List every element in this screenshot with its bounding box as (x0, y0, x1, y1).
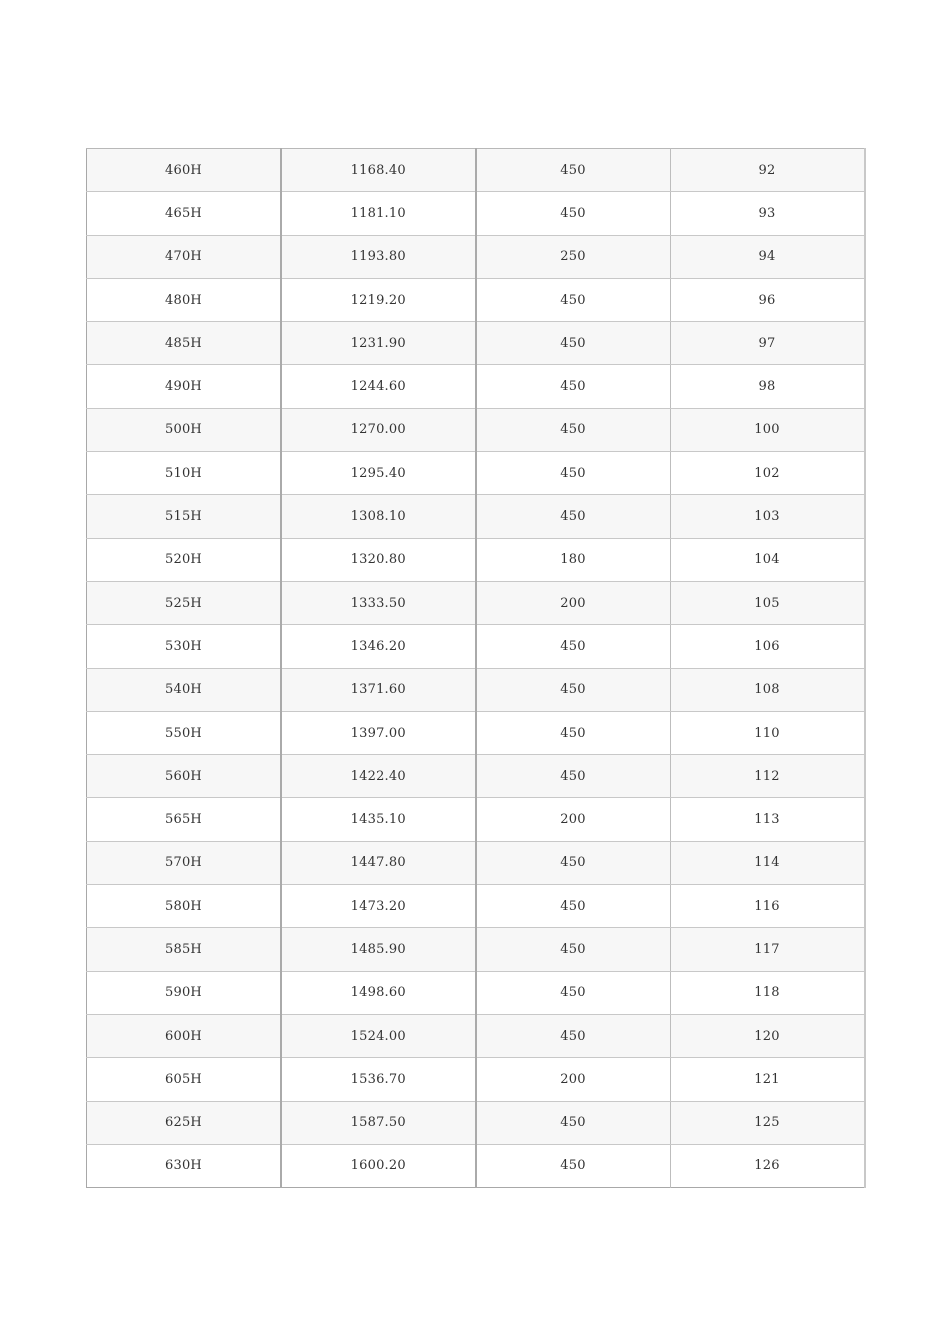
table-row (87, 408, 865, 451)
table-cell-teeth: 105 (670, 581, 865, 624)
table-row (87, 798, 865, 841)
table-cell-length: 1524.00 (281, 1014, 476, 1057)
table-cell-quantity: 450 (476, 928, 671, 971)
table-cell-length: 1473.20 (281, 885, 476, 928)
table-cell-quantity: 450 (476, 711, 671, 754)
table-row (87, 625, 865, 668)
table-cell-quantity: 450 (476, 668, 671, 711)
table-cell-quantity: 450 (476, 365, 671, 408)
table-row (87, 971, 865, 1014)
table-cell-teeth: 96 (670, 278, 865, 321)
table-cell-code: 500H (87, 408, 282, 451)
table-cell-teeth: 108 (670, 668, 865, 711)
table-cell-teeth: 97 (670, 322, 865, 365)
table-cell-length: 1219.20 (281, 278, 476, 321)
table-cell-quantity: 180 (476, 538, 671, 581)
table-cell-teeth: 100 (670, 408, 865, 451)
table-cell-code: 565H (87, 798, 282, 841)
table-cell-code: 465H (87, 192, 282, 235)
table-cell-teeth: 118 (670, 971, 865, 1014)
table-cell-quantity: 200 (476, 581, 671, 624)
table-row (87, 192, 865, 235)
table-cell-teeth: 102 (670, 452, 865, 495)
table-cell-teeth: 120 (670, 1014, 865, 1057)
table-cell-code: 590H (87, 971, 282, 1014)
table-cell-code: 480H (87, 278, 282, 321)
table-cell-teeth: 126 (670, 1144, 865, 1187)
table-cell-code: 510H (87, 452, 282, 495)
table-row (87, 668, 865, 711)
table-cell-quantity: 450 (476, 322, 671, 365)
table-cell-teeth: 103 (670, 495, 865, 538)
table-cell-quantity: 200 (476, 1058, 671, 1101)
table-cell-teeth: 98 (670, 365, 865, 408)
table-row (87, 322, 865, 365)
table-cell-length: 1333.50 (281, 581, 476, 624)
table-cell-quantity: 450 (476, 625, 671, 668)
table-cell-teeth: 104 (670, 538, 865, 581)
table-cell-code: 600H (87, 1014, 282, 1057)
table-cell-length: 1320.80 (281, 538, 476, 581)
table-cell-teeth: 110 (670, 711, 865, 754)
table-cell-quantity: 450 (476, 495, 671, 538)
table-cell-length: 1295.40 (281, 452, 476, 495)
table-cell-code: 490H (87, 365, 282, 408)
table-cell-code: 540H (87, 668, 282, 711)
table-row (87, 841, 865, 884)
table-cell-teeth: 117 (670, 928, 865, 971)
table-cell-code: 470H (87, 235, 282, 278)
table-cell-teeth: 125 (670, 1101, 865, 1144)
table-cell-code: 570H (87, 841, 282, 884)
table-cell-teeth: 114 (670, 841, 865, 884)
table-cell-length: 1485.90 (281, 928, 476, 971)
table-cell-code: 460H (87, 149, 282, 192)
table-cell-teeth: 121 (670, 1058, 865, 1101)
table-row (87, 538, 865, 581)
table-cell-teeth: 106 (670, 625, 865, 668)
table-cell-length: 1498.60 (281, 971, 476, 1014)
table-cell-quantity: 450 (476, 755, 671, 798)
table-cell-teeth: 112 (670, 755, 865, 798)
table-cell-quantity: 450 (476, 278, 671, 321)
table-cell-length: 1270.00 (281, 408, 476, 451)
table-cell-teeth: 92 (670, 149, 865, 192)
table-cell-quantity: 450 (476, 408, 671, 451)
table-cell-teeth: 113 (670, 798, 865, 841)
table-row (87, 885, 865, 928)
table-cell-code: 525H (87, 581, 282, 624)
table-cell-quantity: 450 (476, 885, 671, 928)
table-cell-length: 1422.40 (281, 755, 476, 798)
table-cell-quantity: 450 (476, 841, 671, 884)
table-cell-length: 1371.60 (281, 668, 476, 711)
table-cell-teeth: 93 (670, 192, 865, 235)
table-cell-length: 1231.90 (281, 322, 476, 365)
table-row (87, 235, 865, 278)
table-cell-length: 1346.20 (281, 625, 476, 668)
table-cell-code: 485H (87, 322, 282, 365)
table-cell-code: 560H (87, 755, 282, 798)
table-row (87, 1058, 865, 1101)
table-cell-code: 605H (87, 1058, 282, 1101)
table-row (87, 1144, 865, 1187)
table-cell-length: 1181.10 (281, 192, 476, 235)
table-cell-length: 1397.00 (281, 711, 476, 754)
table-cell-code: 630H (87, 1144, 282, 1187)
table-cell-length: 1308.10 (281, 495, 476, 538)
table-cell-code: 580H (87, 885, 282, 928)
table-row (87, 711, 865, 754)
table-cell-length: 1536.70 (281, 1058, 476, 1101)
table-cell-length: 1435.10 (281, 798, 476, 841)
table-row (87, 149, 865, 192)
table-cell-code: 520H (87, 538, 282, 581)
table-row (87, 278, 865, 321)
table-row (87, 1101, 865, 1144)
table-cell-quantity: 200 (476, 798, 671, 841)
table-cell-code: 585H (87, 928, 282, 971)
table-cell-code: 625H (87, 1101, 282, 1144)
table-cell-quantity: 450 (476, 1014, 671, 1057)
table-cell-quantity: 450 (476, 192, 671, 235)
table-row (87, 365, 865, 408)
table-row (87, 495, 865, 538)
table-cell-quantity: 450 (476, 971, 671, 1014)
table-row (87, 928, 865, 971)
table-cell-quantity: 450 (476, 149, 671, 192)
table-cell-length: 1168.40 (281, 149, 476, 192)
data-table (86, 148, 866, 1188)
table-cell-quantity: 450 (476, 1144, 671, 1187)
table-cell-quantity: 250 (476, 235, 671, 278)
table-cell-code: 515H (87, 495, 282, 538)
table-cell-code: 530H (87, 625, 282, 668)
table-body (87, 149, 865, 1188)
table-row (87, 581, 865, 624)
table-cell-code: 550H (87, 711, 282, 754)
table-cell-length: 1447.80 (281, 841, 476, 884)
table-cell-length: 1587.50 (281, 1101, 476, 1144)
table-cell-quantity: 450 (476, 452, 671, 495)
table-cell-length: 1600.20 (281, 1144, 476, 1187)
table-cell-teeth: 94 (670, 235, 865, 278)
table-cell-length: 1193.80 (281, 235, 476, 278)
table-cell-teeth: 116 (670, 885, 865, 928)
table-row (87, 1014, 865, 1057)
table-cell-length: 1244.60 (281, 365, 476, 408)
table-cell-quantity: 450 (476, 1101, 671, 1144)
table-row (87, 755, 865, 798)
table-row (87, 452, 865, 495)
